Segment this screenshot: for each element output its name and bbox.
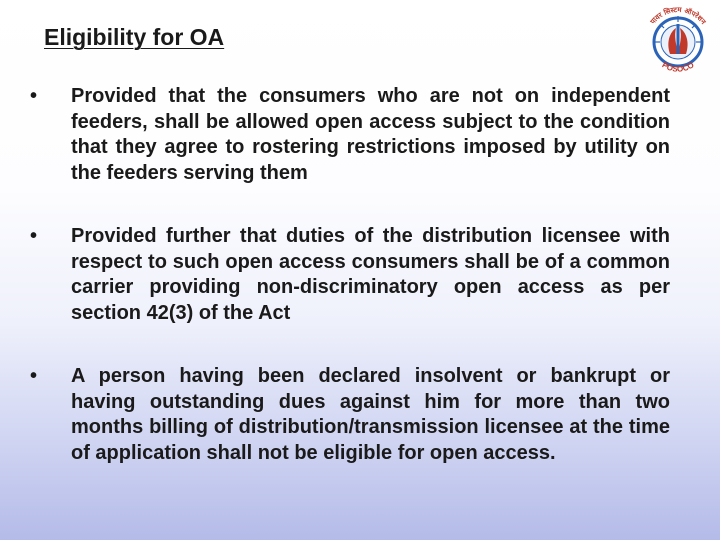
bullet-icon: • (30, 365, 38, 387)
bullet-text: A person having been declared insolvent or bankrupt or having outstanding dues against him for more than two months billing of distribution/transmission licensee at the time of application shall not be eligible for open access. (71, 365, 670, 464)
bullet-text: Provided that the consumers who are not on independent feeders, shall be allowed open access subject to the condition that they agree to rostering restrictions imposed by utility on the feeders serving them (71, 85, 670, 184)
logo-text-top: पावर सिस्टम ऑपरेशन (648, 5, 708, 26)
bullet-text: Provided further that duties of the distribution licensee with respect to such open access consumers shall be of a common carrier providing non-discriminatory open access as per section 42(3) of the Act (71, 225, 670, 324)
bullet-icon: • (30, 225, 38, 247)
bullet-icon: • (30, 85, 38, 107)
bullet-item-insolvency (30, 364, 670, 466)
slide-title: Eligibility for OA (44, 24, 225, 50)
bullet-item-common-carrier (30, 224, 670, 326)
bullet-list (30, 84, 670, 466)
posoco-logo-icon (636, 2, 720, 82)
bullet-item-open-access-rostering (30, 84, 670, 186)
logo-text-bottom: POSOCO (660, 60, 696, 74)
